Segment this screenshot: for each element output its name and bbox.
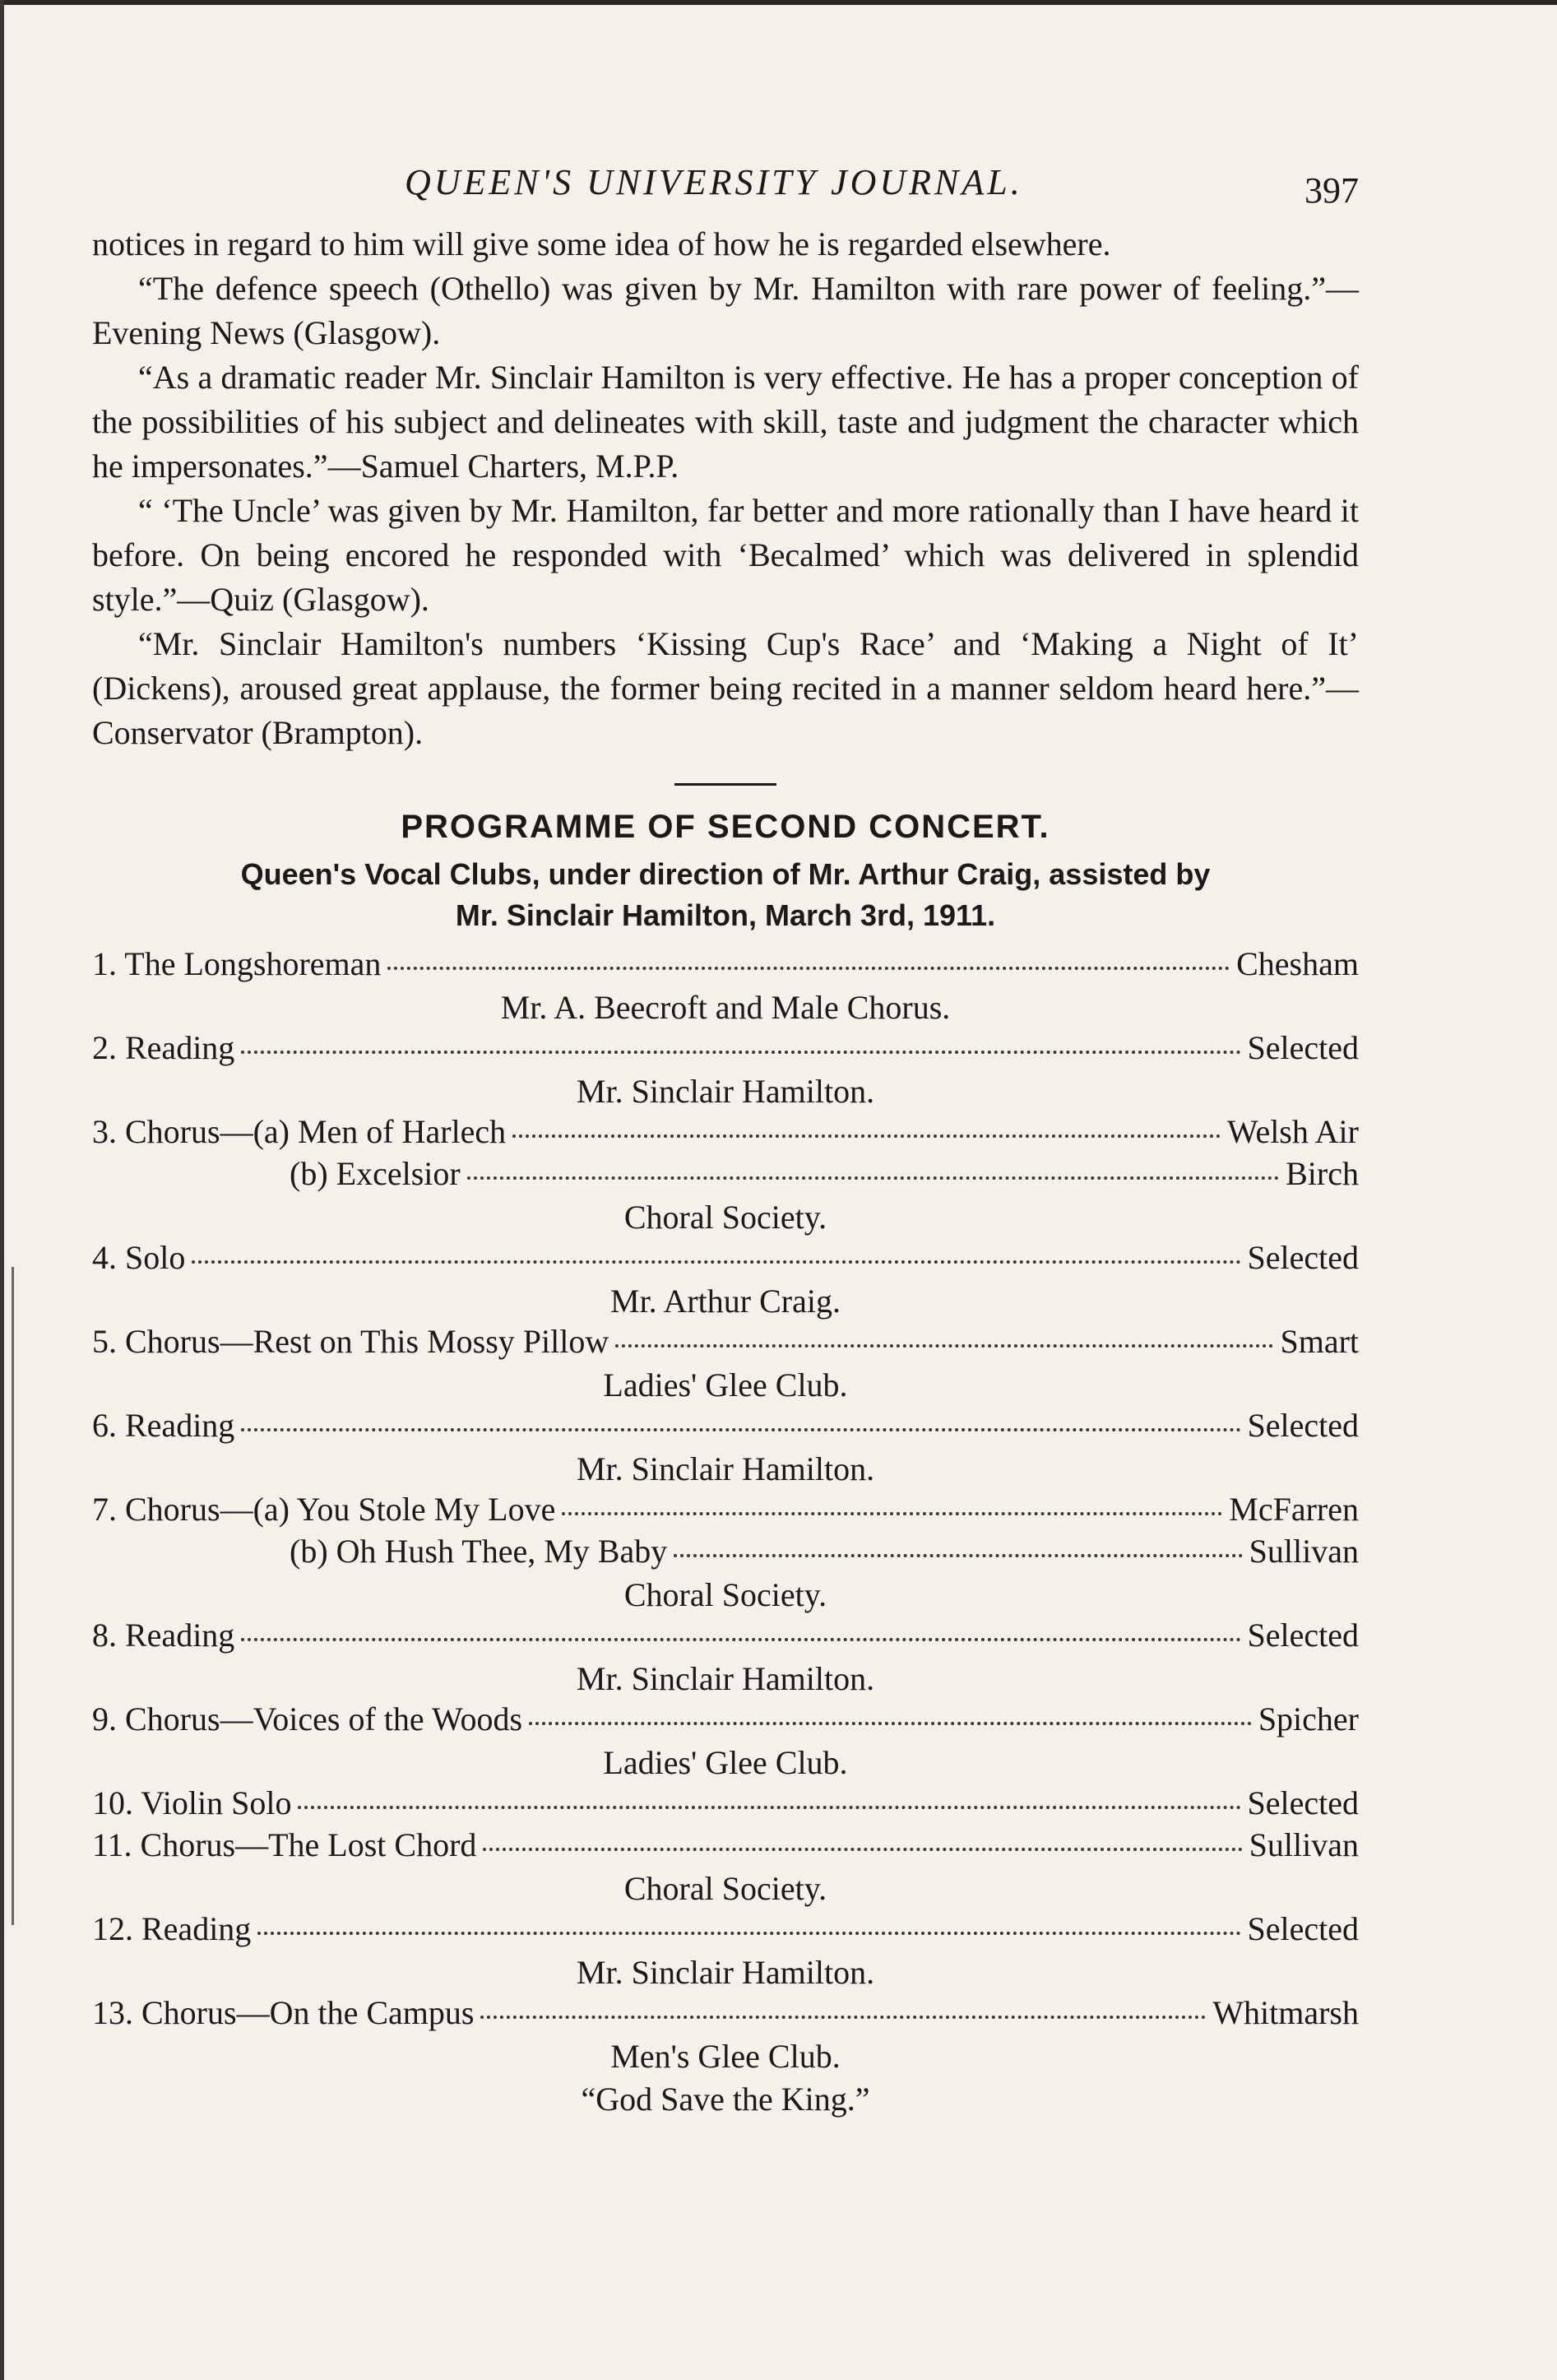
programme-performer: Mr. Sinclair Hamilton. xyxy=(576,1954,875,1991)
programme-performer: Mr. Arthur Craig. xyxy=(610,1283,841,1320)
programme-item-composer: Spicher xyxy=(1258,1700,1359,1737)
programme-performer: Choral Society. xyxy=(623,1870,827,1907)
dot-leader xyxy=(467,1170,1279,1180)
running-head xyxy=(92,156,1359,222)
programme-title: PROGRAMME OF SECOND CONCERT. xyxy=(401,809,1050,845)
programme-item xyxy=(92,1154,1359,1196)
programme-item xyxy=(92,1532,1359,1574)
dot-leader xyxy=(192,1254,1240,1264)
programme-item-composer: Sullivan xyxy=(1249,1533,1359,1570)
dot-leader xyxy=(512,1128,1221,1138)
section-divider xyxy=(674,783,776,786)
programme-item xyxy=(92,1490,1359,1532)
programme-item xyxy=(92,1700,1359,1742)
dot-leader xyxy=(298,1799,1240,1809)
dot-leader xyxy=(674,1547,1242,1557)
paragraph: “ ‘The Uncle’ was given by Mr. Hamilton, far better and more rationally than I have heard it before. On being encored he responded with ‘Becalmed’ which was delivered in splendid style.”—Quiz (Glasgow). xyxy=(92,492,1359,618)
programme-subtitle xyxy=(92,854,1359,936)
paragraph: “Mr. Sinclair Hamilton's numbers ‘Kissing Cup's Race’ and ‘Making a Night of It’ (Dickens), aroused great applause, the former being recited in a manner seldom heard here.”—Conservator (Brampton). xyxy=(92,625,1359,751)
running-title: QUEEN'S UNIVERSITY JOURNAL. xyxy=(405,162,1023,202)
dot-leader xyxy=(387,960,1230,970)
programme-item-title: 4. Solo xyxy=(92,1239,186,1276)
programme-item-composer: McFarren xyxy=(1229,1491,1359,1528)
programme-item-title: 9. Chorus—Voices of the Woods xyxy=(92,1700,523,1737)
programme-item-title: 2. Reading xyxy=(92,1029,235,1066)
programme-item-composer: Selected xyxy=(1247,1239,1359,1276)
programme-item-composer: Selected xyxy=(1247,1407,1359,1444)
paragraph: notices in regard to him will give some idea of how he is regarded elsewhere. xyxy=(92,225,1111,262)
programme-item-title: 12. Reading xyxy=(92,1910,252,1947)
programme-subtitle-line: Mr. Sinclair Hamilton, March 3rd, 1911. xyxy=(455,898,996,932)
programme-item-composer: Welsh Air xyxy=(1226,1113,1359,1150)
programme-item-composer: Selected xyxy=(1247,1029,1359,1066)
programme-performer: Ladies' Glee Club. xyxy=(603,1366,848,1403)
programme-performer: Mr. Sinclair Hamilton. xyxy=(576,1073,875,1110)
programme-item-title: 7. Chorus—(a) You Stole My Love xyxy=(92,1491,556,1528)
dot-leader xyxy=(615,1338,1273,1348)
programme-item-composer: Smart xyxy=(1280,1323,1359,1360)
programme-item-composer: Selected xyxy=(1247,1910,1359,1947)
dot-leader xyxy=(562,1505,1222,1515)
programme-item xyxy=(92,1784,1359,1826)
programme-item xyxy=(92,1322,1359,1364)
programme-item-composer: Birch xyxy=(1286,1155,1359,1192)
programme-item xyxy=(92,1909,1359,1951)
programme-item xyxy=(92,1616,1359,1658)
programme-item-title: 6. Reading xyxy=(92,1407,235,1444)
programme-item-title: 11. Chorus—The Lost Chord xyxy=(92,1826,477,1863)
programme-performer: Choral Society. xyxy=(623,1576,827,1613)
dot-leader xyxy=(241,1631,1240,1641)
programme-performer: Mr. Sinclair Hamilton. xyxy=(576,1450,875,1487)
programme-item-title: 1. The Longshoreman xyxy=(92,945,382,982)
scan-edge-top xyxy=(0,0,1557,5)
scan-edge-shadow xyxy=(12,1267,14,1925)
programme-item-title: (b) Excelsior xyxy=(290,1155,461,1192)
programme-subtitle-line: Queen's Vocal Clubs, under direction of Mr. Arthur Craig, assisted by xyxy=(240,857,1211,891)
programme-item-composer: Chesham xyxy=(1236,945,1359,982)
programme-performer: Choral Society. xyxy=(623,1199,827,1236)
programme-item-composer: Sullivan xyxy=(1249,1826,1359,1863)
programme-performer: Men's Glee Club. xyxy=(610,2038,841,2075)
programme-list xyxy=(92,944,1359,2077)
dot-leader xyxy=(241,1422,1240,1431)
programme-item-title: 3. Chorus—(a) Men of Harlech xyxy=(92,1113,507,1150)
journal-page xyxy=(92,156,1359,2122)
programme-performer: Mr. Sinclair Hamilton. xyxy=(576,1660,875,1697)
programme-item-title: 5. Chorus—Rest on This Mossy Pillow xyxy=(92,1323,609,1360)
programme-item xyxy=(92,1826,1359,1867)
programme-item xyxy=(92,1112,1359,1154)
programme-item xyxy=(92,1028,1359,1070)
programme-performer: Ladies' Glee Club. xyxy=(603,1744,848,1781)
programme-item-composer: Whitmarsh xyxy=(1212,1994,1359,2031)
dot-leader xyxy=(529,1715,1252,1725)
programme-item-title: (b) Oh Hush Thee, My Baby xyxy=(290,1533,668,1570)
page-number: 397 xyxy=(1304,170,1359,211)
programme-item-title: 13. Chorus—On the Campus xyxy=(92,1994,475,2031)
programme-performer: Mr. A. Beecroft and Male Chorus. xyxy=(500,989,951,1026)
programme-item-composer: Selected xyxy=(1247,1784,1359,1821)
programme-item xyxy=(92,1993,1359,2035)
dot-leader xyxy=(480,2009,1206,2019)
programme-item-title: 8. Reading xyxy=(92,1617,235,1654)
dot-leader xyxy=(483,1841,1242,1851)
closing-anthem: “God Save the King.” xyxy=(581,2081,870,2118)
programme-item-composer: Selected xyxy=(1247,1617,1359,1654)
paragraph: “The defence speech (Othello) was given by Mr. Hamilton with rare power of feeling.”—Evening News (Glasgow). xyxy=(92,270,1359,351)
scan-edge-left xyxy=(0,0,4,2380)
paragraph: “As a dramatic reader Mr. Sinclair Hamilton is very effective. He has a proper conception of the possibilities of his subject and delineates with skill, taste and judgment the character which he impersonates.”—Samuel Charters, M.P.P. xyxy=(92,359,1359,485)
programme-item xyxy=(92,944,1359,986)
dot-leader xyxy=(241,1044,1240,1054)
programme-item xyxy=(92,1238,1359,1280)
programme-item xyxy=(92,1406,1359,1448)
dot-leader xyxy=(257,1925,1240,1935)
programme-item-title: 10. Violin Solo xyxy=(92,1784,292,1821)
